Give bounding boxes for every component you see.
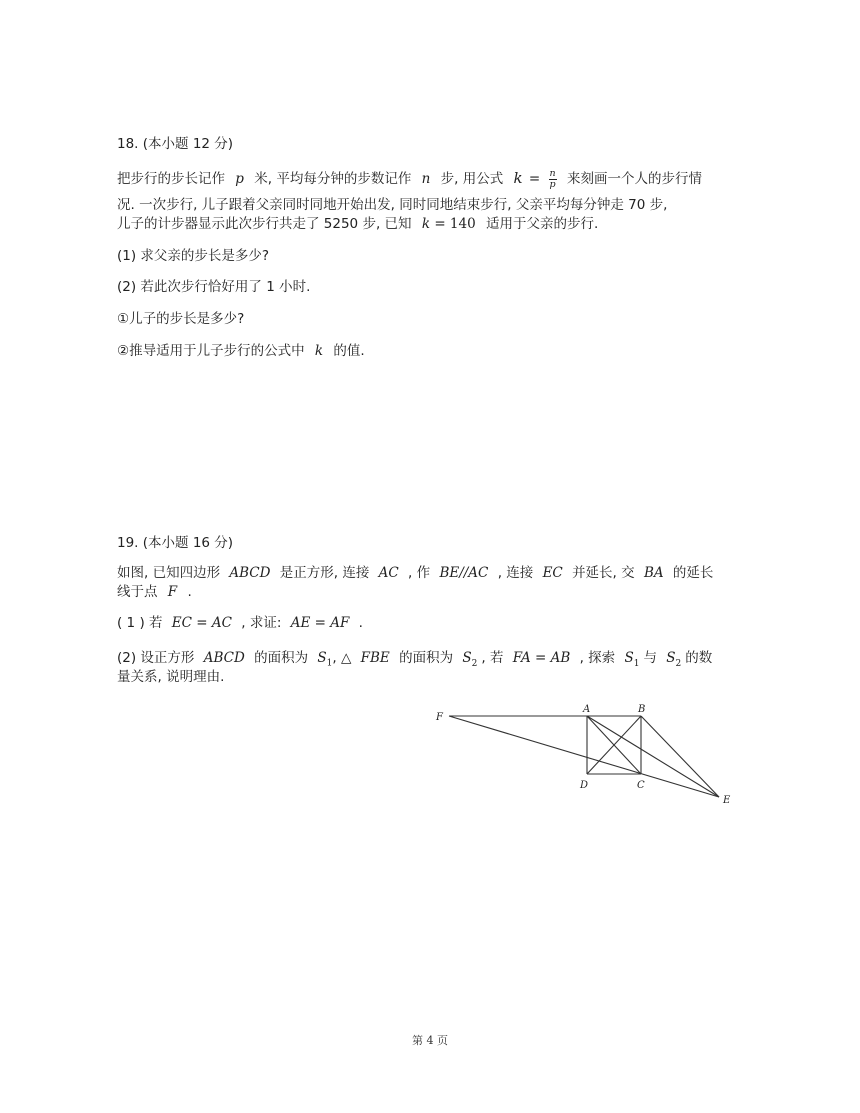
math-subscript: 1 <box>633 658 640 669</box>
text: 线于点 <box>117 584 158 600</box>
math-var: EC <box>542 565 563 581</box>
fraction-denominator: p <box>549 178 556 190</box>
math-var: S <box>624 650 634 666</box>
text: 的值. <box>333 343 365 359</box>
text: 况. 一次步行, 儿子跟着父亲同时同地开始出发, 同时同地结束步行, 父亲平均每分钟走 70 步, <box>117 197 668 213</box>
text: 把步行的步长记作 <box>117 171 225 187</box>
math-expr: AE = AF <box>290 615 350 631</box>
math-var: n <box>421 171 431 187</box>
text: 如图, 已知四边形 <box>117 565 221 581</box>
label-F: F <box>436 712 443 723</box>
segment-BD <box>587 716 641 774</box>
segment-BE <box>641 716 719 797</box>
text: . <box>358 615 363 631</box>
math-var: BE//AC <box>439 565 489 581</box>
math-eq: = <box>528 171 541 187</box>
math-var: BA <box>643 565 664 581</box>
q18-stem-line-2 <box>117 195 667 215</box>
q19-sub-2-line-2 <box>117 667 224 687</box>
text: 是正方形, 连接 <box>279 565 370 581</box>
q18-stem-line-1 <box>117 168 702 190</box>
label-D: D <box>580 780 589 791</box>
text: , 求证: <box>241 615 282 631</box>
text: . <box>187 584 192 600</box>
math-var: S <box>317 650 327 666</box>
label-B: B <box>638 704 646 715</box>
math-var: FBE <box>360 650 390 666</box>
text: , 探索 <box>579 650 616 666</box>
text: 适用于父亲的步行. <box>485 216 599 232</box>
q19-sub-1 <box>117 613 363 633</box>
q18-header-text: 18. (本小题 12 分) <box>117 136 234 152</box>
math-value: = 140 <box>434 216 476 232</box>
formula-fraction <box>549 169 557 190</box>
math-var: k <box>513 169 523 187</box>
text: ( 1 ) 若 <box>117 615 163 631</box>
text: ②推导适用于儿子步行的公式中 <box>117 343 305 359</box>
q18-stem-line-3 <box>117 214 598 234</box>
text: ①儿子的步长是多少? <box>117 311 245 327</box>
text: 的数 <box>685 650 713 666</box>
math-var: S <box>666 650 676 666</box>
q19-header <box>117 533 233 553</box>
text: 来刻画一个人的步行情 <box>566 171 702 187</box>
label-A: A <box>583 704 591 715</box>
text: , 作 <box>408 565 431 581</box>
text: 米, 平均每分钟的步数记作 <box>254 171 412 187</box>
q18-sub-2b <box>117 341 365 361</box>
math-var: p <box>235 171 244 187</box>
text: , 连接 <box>497 565 534 581</box>
q18-sub-1 <box>117 246 269 266</box>
text: 步, 用公式 <box>440 171 504 187</box>
text: 并延长, 交 <box>572 565 635 581</box>
text: 量关系, 说明理由. <box>117 669 225 685</box>
page-number: 第 4 页 <box>412 1034 448 1047</box>
text: 的延长 <box>672 565 714 581</box>
math-var: ABCD <box>229 565 271 581</box>
math-expr: FA = AB <box>512 650 571 666</box>
q19-stem-line-1 <box>117 563 713 583</box>
label-E: E <box>723 795 731 806</box>
text: , △ <box>332 650 352 666</box>
text: 的面积为 <box>254 650 309 666</box>
segment-FE <box>449 716 719 797</box>
text: (2) 设正方形 <box>117 650 195 666</box>
math-var: AC <box>378 565 399 581</box>
q19-stem-line-2 <box>117 582 192 602</box>
math-subscript: 2 <box>471 658 478 669</box>
math-subscript: 2 <box>675 658 682 669</box>
math-var: S <box>462 650 472 666</box>
label-C: C <box>637 780 645 791</box>
q19-header-text: 19. (本小题 16 分) <box>117 535 234 551</box>
text: 的面积为 <box>399 650 454 666</box>
text: (2) 若此次步行恰好用了 1 小时. <box>117 279 311 295</box>
math-var: k <box>314 343 324 359</box>
segment-AE <box>587 716 719 797</box>
math-expr: EC = AC <box>171 615 232 631</box>
math-subscript: 1 <box>326 658 333 669</box>
q18-header <box>117 134 233 154</box>
text: 与 <box>643 650 657 666</box>
q18-sub-2 <box>117 277 310 297</box>
page-footer <box>0 1032 860 1048</box>
math-var: ABCD <box>203 650 245 666</box>
math-var: F <box>167 584 178 600</box>
q18-sub-2a <box>117 309 244 329</box>
text: , 若 <box>481 650 504 666</box>
text: (1) 求父亲的步长是多少? <box>117 248 270 264</box>
fraction-numerator: n <box>549 167 556 179</box>
math-var: k <box>421 216 431 232</box>
text: 儿子的计步器显示此次步行共走了 5250 步, 已知 <box>117 216 412 232</box>
segment-AC <box>587 716 641 774</box>
